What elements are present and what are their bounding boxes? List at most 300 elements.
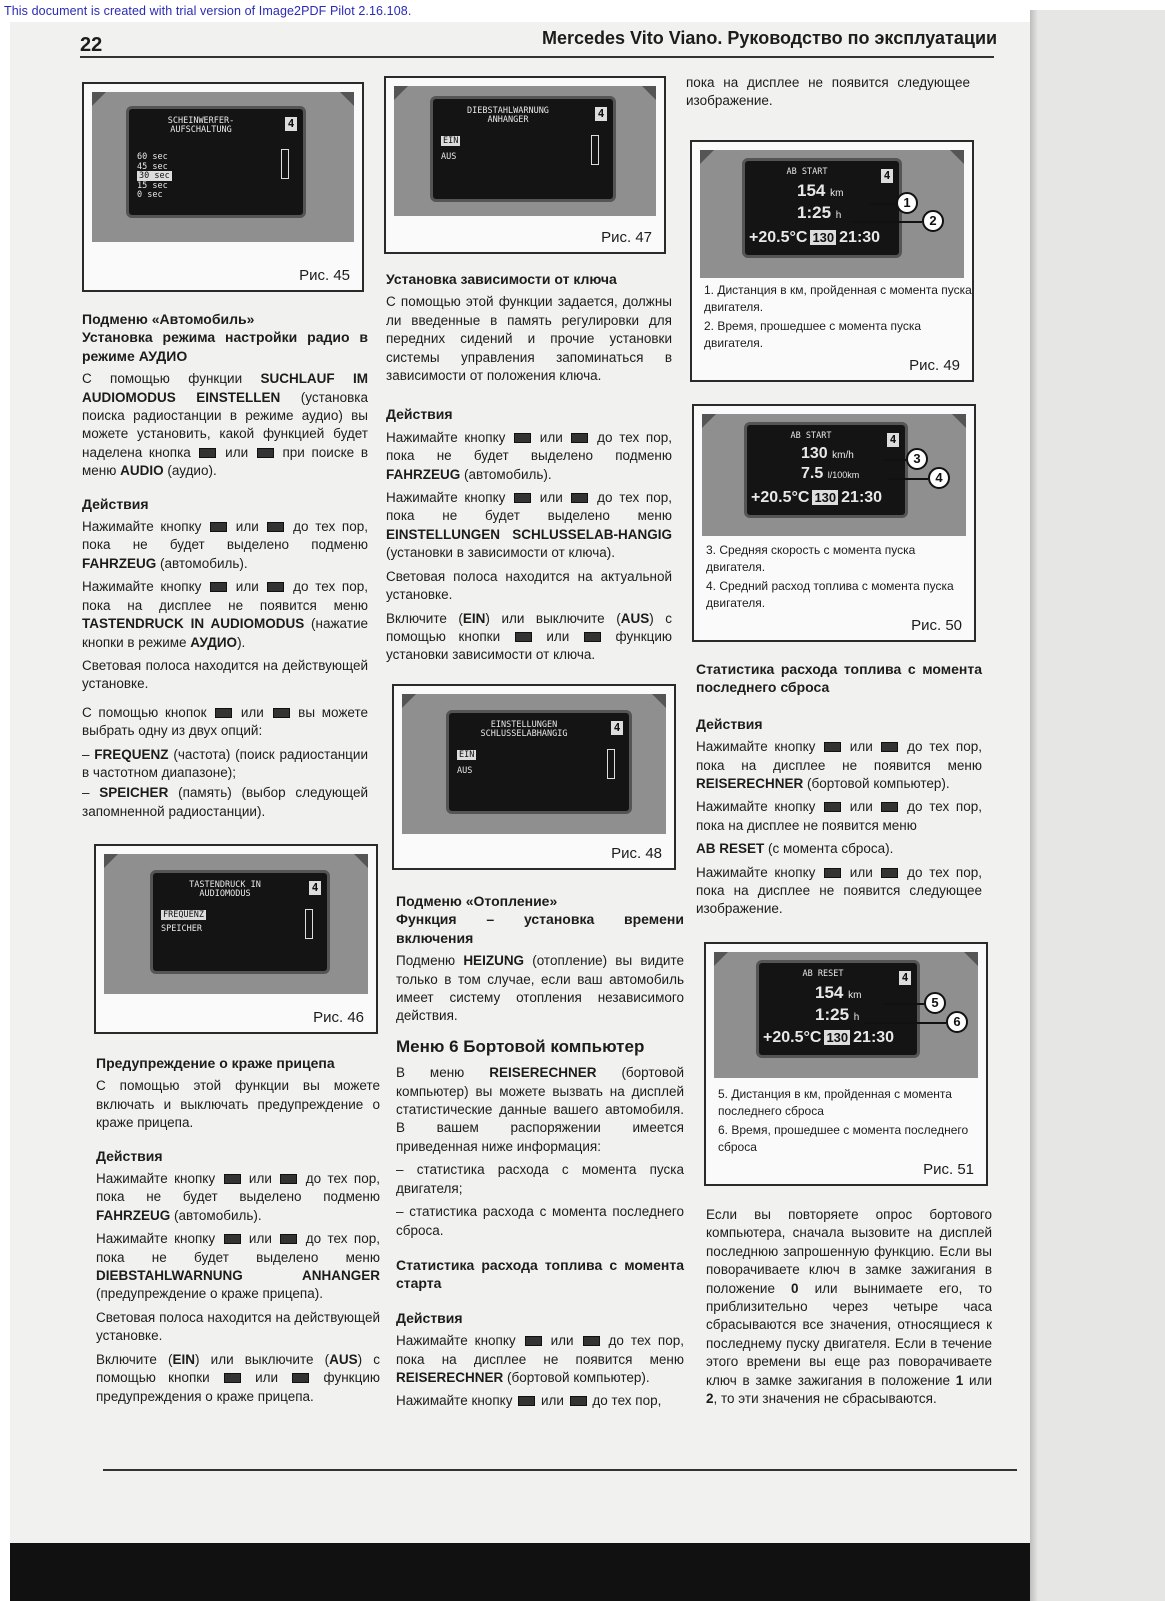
minus-button-icon (292, 1373, 309, 1383)
section-heading: Действия (396, 1309, 463, 1326)
text-bold: 0 (791, 1280, 799, 1296)
text-bold: FAHRZEUG (82, 555, 157, 571)
paragraph (96, 1230, 380, 1304)
option-item: 60 sec (137, 152, 168, 162)
trial-notice: This document is created with trial version of Image2PDF Pilot 2.16.108. (4, 4, 412, 18)
paragraph: Световая полоса находится на актуальной установке. (386, 568, 672, 603)
text: В меню (396, 1065, 490, 1081)
text: Функция (396, 911, 457, 928)
paragraph (82, 704, 368, 741)
text-bold: SUCHLAUF IM AUDIOMODUS EINSTELLEN (82, 371, 368, 405)
text: (автомобиль). (460, 466, 552, 482)
scrollbar (607, 749, 615, 779)
column-1-upper (82, 310, 368, 826)
screen-title: AB START (786, 167, 828, 177)
text: функцию установки зависимости от ключа. (386, 628, 672, 663)
corner-mark (642, 86, 656, 100)
paragraph: Световая полоса находится на действующей установке. (96, 1309, 380, 1344)
page-4-indicator: 4 (887, 433, 899, 447)
option-list (137, 153, 172, 201)
callout-marker: 1 (896, 192, 918, 214)
value: 1:25 (815, 1005, 850, 1024)
scroll-down-button-icon (583, 1336, 600, 1346)
callout-marker: 3 (906, 448, 928, 470)
avg-speed-readout (801, 445, 854, 463)
page-4-indicator: 4 (595, 107, 607, 121)
column-3-bottom (706, 1206, 992, 1413)
text: (отопление) вы видите только в том случае, если ваш автомобиль имеет систему отопления независимого действия. (396, 953, 684, 1024)
time-readout (797, 203, 841, 223)
unit: h (853, 1012, 860, 1023)
trip-computer-screen (756, 960, 920, 1058)
text: или (242, 1171, 279, 1187)
paragraph (82, 370, 368, 480)
screen-title: SCHEINWERFER- AUFSCHALTUNG (167, 116, 235, 135)
text: Нажимайте кнопку (696, 739, 823, 755)
corner-mark (354, 854, 368, 868)
option-item: AUS (441, 151, 457, 162)
text: или (533, 490, 570, 506)
figure-caption: Рис. 51 (923, 1161, 974, 1178)
text: или (843, 739, 880, 755)
figure-photo (394, 86, 656, 216)
figure-notes (704, 282, 972, 354)
trip-computer-screen (744, 422, 908, 518)
figure-46 (94, 844, 378, 1034)
scroll-down-button-icon (571, 493, 588, 503)
value: 130 (801, 445, 828, 462)
text: или (229, 579, 266, 595)
unit: km (848, 990, 862, 1001)
minus-button-icon (584, 632, 601, 642)
text: или (234, 704, 271, 720)
avg-consumption-readout (801, 465, 859, 483)
text: до тех пор, пока на дисплее не появится меню (696, 799, 982, 833)
status-line (751, 489, 882, 507)
text: Если вы повторяете опрос бортового компьютера, сначала вызовите на дисплей последнюю запрошенную функцию. Если вы поворачиваете ключ в замке зажигания в положение (706, 1207, 992, 1296)
text: или (242, 1370, 291, 1386)
unit: km/h (832, 450, 854, 461)
option-item: 0 sec (137, 190, 163, 200)
corner-mark (394, 86, 408, 100)
paragraph (96, 1170, 380, 1225)
column-2-upper (386, 270, 672, 670)
callout-line (882, 1003, 924, 1005)
text: ). (237, 634, 246, 650)
plus-button-icon (514, 433, 531, 443)
figure-photo (714, 952, 978, 1078)
scroll-down-button-icon (881, 742, 898, 752)
option-list (161, 911, 206, 934)
text: (нажатие кнопки в режиме (82, 616, 368, 650)
figure-caption: Рис. 46 (313, 1009, 364, 1026)
header-rule (80, 56, 994, 58)
option-item (441, 137, 460, 147)
text: до тех пор, пока не будет выделено подменю (96, 1171, 380, 1205)
column-3-middle (696, 660, 982, 924)
option-list (457, 751, 476, 776)
status-line (749, 229, 880, 247)
callout-marker: 6 (946, 1011, 968, 1033)
text: Нажимайте кнопку (696, 799, 823, 815)
figure-caption: Рис. 49 (909, 357, 960, 374)
section-heading: Установка зависимости от ключа (386, 271, 617, 287)
text-bold: AUS (329, 1351, 358, 1367)
paragraph (396, 952, 684, 1026)
plus-button-icon (824, 868, 841, 878)
paragraph: Световая полоса находится на действующей установке. (82, 657, 368, 692)
column-2-lower (396, 892, 684, 1416)
corner-mark (652, 694, 666, 708)
list-item (82, 784, 368, 821)
scroll-up-button-icon (525, 1336, 542, 1346)
text: или (218, 444, 255, 460)
figure-photo (402, 694, 666, 834)
scroll-up-button-icon (224, 1234, 241, 1244)
callout-marker: 2 (922, 210, 944, 232)
option-list (441, 137, 460, 162)
text: до тех пор, пока на дисплее не появится меню (396, 1333, 684, 1367)
text-bold: DIEBSTAHLWARNUNG ANHANGER (96, 1268, 380, 1284)
speed-limit-box: 130 (826, 1030, 849, 1045)
text: до тех пор, пока на дисплее не появится меню (82, 579, 368, 613)
value: 7.5 (801, 465, 824, 482)
display-screen (446, 710, 632, 814)
scroll-up-button-icon (210, 522, 227, 532)
text: или (533, 628, 582, 644)
minus-button-icon (267, 582, 284, 592)
section-heading: Действия (96, 1147, 163, 1164)
paragraph (386, 610, 672, 665)
text: С помощью кнопок (82, 704, 214, 720)
status-line (763, 1029, 894, 1047)
callout-line (850, 221, 922, 223)
minus-button-icon (280, 1174, 297, 1184)
text: – (82, 746, 95, 762)
text: функцию предупреждения о краже прицепа. (96, 1370, 380, 1404)
chapter-heading: Меню 6 Бортовой компьютер (396, 1036, 645, 1056)
text: Нажимайте кнопку (386, 429, 513, 445)
text: (установки в зависимости от ключа). (386, 545, 616, 561)
figure-51 (704, 942, 988, 1186)
text: или (543, 1333, 581, 1349)
screen-title: AB RESET (802, 969, 844, 979)
corner-mark (104, 854, 118, 868)
corner-mark (714, 952, 728, 966)
text: до тех пор, пока не будет выделено подменю (82, 519, 368, 553)
text: Нажимайте кнопку (396, 1333, 523, 1349)
page-4-indicator: 4 (285, 117, 297, 131)
text: (автомобиль). (170, 1207, 262, 1223)
plus-button-icon (518, 1396, 535, 1406)
corner-mark (340, 92, 354, 106)
section-heading: Статистика расхода топлива с момента старта (396, 1256, 684, 1292)
corner-mark (950, 150, 964, 164)
text-bold: АУДИО (190, 634, 238, 650)
paragraph (396, 1332, 684, 1387)
figure-49 (690, 140, 974, 382)
figure-caption: Рис. 48 (611, 845, 662, 862)
section-heading: Действия (386, 406, 453, 423)
text-bold: AUDIO (120, 463, 164, 479)
option-item (457, 751, 476, 761)
paragraph (696, 840, 982, 858)
figure-45 (82, 82, 364, 292)
section-heading: Действия (696, 715, 763, 732)
section-heading (396, 910, 684, 947)
text: (частота) (поиск радиостанции в частотном диапазоне); (82, 746, 368, 780)
figure-caption: Рис. 45 (299, 267, 350, 284)
paragraph (396, 1392, 684, 1410)
paragraph (386, 489, 672, 563)
text: (память) (выбор следующей запомненной радиостанции). (82, 785, 368, 819)
figure-48 (392, 684, 676, 870)
figure-50 (692, 404, 976, 642)
figure-caption: Рис. 47 (601, 229, 652, 246)
figure-notes (718, 1086, 986, 1158)
trip-computer-screen (742, 158, 902, 258)
paragraph: С помощью этой функции задается, должны ли введенные в память регулировки для передних сидений и прочие установки системы управления запоминаться в зависимости от положения ключа. (386, 294, 672, 384)
figure-47 (384, 76, 666, 254)
figure-photo (92, 92, 354, 242)
text: или (963, 1372, 992, 1388)
text: до тех пор, пока не будет выделено подменю (386, 429, 672, 464)
callout-line (870, 203, 896, 205)
note-item: 3. Средняя скорость с момента пуска двигателя. (706, 543, 916, 574)
text-bold: TASTENDRUCK IN AUDIOMODUS (82, 616, 305, 632)
text: до тех пор, пока не будет выделено меню (386, 490, 672, 524)
note-item: 1. Дистанция в км, пройденная с момента пуска двигателя. (704, 283, 972, 314)
scroll-down-button-icon (280, 1234, 297, 1244)
figure-photo (700, 150, 964, 278)
text: Нажимайте кнопку (696, 864, 823, 880)
display-screen (430, 96, 616, 202)
text: Нажимайте кнопку (82, 579, 209, 595)
text: или (533, 429, 570, 445)
clock: 21:30 (841, 489, 883, 506)
text: (бортовой компьютер). (803, 776, 950, 792)
text: , то эти значения не сбрасываются. (713, 1391, 937, 1407)
text-bold: FAHRZEUG (96, 1207, 171, 1223)
screen-title: DIEBSTAHLWARNUNG ANHANGER (467, 106, 549, 125)
list-item (82, 746, 368, 783)
text: Включите ( (386, 610, 463, 626)
paragraph (696, 864, 982, 919)
column-3-top (686, 74, 970, 116)
time-readout (815, 1005, 859, 1025)
scrollbar (281, 149, 289, 179)
next-page-gutter (1030, 10, 1165, 1601)
figure-photo (104, 854, 368, 994)
section-heading: Подменю «Автомобиль» (82, 311, 255, 327)
value: 154 (797, 181, 826, 200)
section-heading: Подменю «Отопление» (396, 893, 558, 909)
temperature: +20.5°C (749, 229, 808, 246)
temperature: +20.5°C (763, 1029, 822, 1046)
text: ) или выключите ( (195, 1351, 330, 1367)
text: или (537, 1393, 568, 1409)
display-screen (150, 870, 330, 974)
selected-option: EIN (459, 750, 475, 760)
minus-button-icon (570, 1396, 587, 1406)
corner-mark (702, 414, 716, 428)
clock: 21:30 (853, 1029, 895, 1046)
corner-mark (700, 150, 714, 164)
text: (предупреждение о краже прицепа). (96, 1286, 323, 1302)
text: или вынимаете его, то приблизительно через четыре часа сбрасываются все значения, относящиеся к последнему пуску двигателя. Если в течение этого времени вы еще раз поворачиваете ключ в замке зажигания в положение (706, 1280, 993, 1388)
text: ) с помощью кнопки (386, 610, 672, 644)
scroll-down-button-icon (267, 522, 284, 532)
callout-marker: 4 (928, 467, 950, 489)
scroll-up-button-icon (514, 493, 531, 503)
note-item: 4. Средний расход топлива с момента пуска двигателя. (706, 579, 954, 610)
column-1-lower (96, 1054, 380, 1411)
page-number: 22 (80, 34, 103, 56)
paragraph (386, 429, 672, 484)
option-item: SPEICHER (161, 923, 202, 934)
scrollbar (591, 135, 599, 165)
unit: km (830, 188, 844, 199)
option-item: 15 sec (137, 180, 168, 191)
text: (установка поиска радиостанции в режиме аудио) вы можете установить, какой функцией будет наделена кнопка (82, 389, 368, 460)
text-bold: 1 (955, 1372, 964, 1388)
figure-photo (702, 414, 966, 536)
unit: l/100km (827, 470, 860, 480)
page-fold-shadow (1030, 10, 1038, 1601)
page-4-indicator: 4 (899, 971, 911, 985)
paragraph (696, 738, 982, 793)
plus-button-icon (515, 632, 532, 642)
figure-caption: Рис. 50 (911, 617, 962, 634)
unit: h (835, 210, 842, 221)
plus-button-icon (224, 1174, 241, 1184)
clock: 21:30 (839, 229, 881, 246)
callout-line (864, 1022, 946, 1024)
callout-marker: 5 (924, 992, 946, 1014)
text: вы можете выбрать одну из двух опций: (82, 704, 368, 739)
text: или (843, 864, 880, 880)
text-bold: EIN (462, 610, 486, 626)
paragraph (696, 798, 982, 835)
text-bold: FAHRZEUG (386, 466, 461, 482)
list-item: – статистика расхода с момента пуска двигателя; (396, 1162, 684, 1196)
option-item: 45 sec (137, 161, 168, 172)
running-title: Mercedes Vito Viano. Руководство по эксплуатации (542, 28, 998, 48)
scrollbar (305, 909, 313, 939)
note-item: 6. Время, прошедшее с момента последнего сброса (718, 1123, 969, 1154)
screen-title: EINSTELLUNGEN SCHLUSSELABHANGIG (480, 720, 568, 739)
text: (аудио). (163, 463, 217, 479)
temperature: +20.5°C (751, 489, 810, 506)
corner-mark (964, 952, 978, 966)
section-heading: Действия (82, 495, 149, 512)
scroll-down-button-icon (257, 448, 274, 458)
text: до тех пор, пока не будет выделено меню (96, 1231, 380, 1265)
text: ) или выключите ( (485, 610, 621, 626)
paragraph (706, 1206, 992, 1408)
text: Подменю (396, 953, 464, 969)
screen-title: TASTENDRUCK IN AUDIOMODUS (189, 880, 261, 899)
page-4-indicator: 4 (611, 721, 623, 735)
text-bold: FREQUENZ (94, 746, 169, 762)
note-item: 5. Дистанция в км, пройденная с момента последнего сброса (718, 1087, 952, 1118)
text: до тех пор, пока на дисплее не появится следующее изображение. (696, 864, 982, 917)
text: – установка времени включения (396, 911, 684, 946)
text: или (229, 519, 266, 535)
plus-button-icon (210, 582, 227, 592)
callout-line (882, 459, 906, 461)
plus-button-icon (215, 708, 232, 718)
text-bold: AB RESET (696, 841, 765, 857)
text: (бортовой компьютер). (503, 1369, 650, 1385)
text-bold: 2 (706, 1391, 714, 1407)
text: Нажимайте кнопку (82, 519, 209, 535)
text: Нажимайте кнопку (96, 1231, 222, 1247)
page-4-indicator: 4 (881, 169, 893, 183)
text-bold: EINSTELLUNGEN SCHLUSSELAB-HANGIG (386, 526, 672, 542)
text-bold: HEIZUNG (463, 953, 525, 969)
figure-notes (706, 542, 974, 614)
option-item (161, 911, 206, 921)
note-item: 2. Время, прошедшее с момента пуска двигателя. (704, 319, 922, 350)
display-screen (126, 106, 306, 218)
text: или (242, 1231, 279, 1247)
text: (с момента сброса). (764, 841, 894, 857)
text: Включите ( (96, 1351, 173, 1367)
paragraph (96, 1351, 380, 1406)
plus-button-icon (824, 802, 841, 812)
text: Нажимайте кнопку (96, 1171, 222, 1187)
text-bold: REISERECHNER (696, 776, 804, 792)
option-item: AUS (457, 765, 473, 776)
text: (бортовой компьютер) вы можете вызвать на дисплей статистические данные вашего автомобиля. В вашем распоряжении имеется приведенная ниже информация: (396, 1065, 684, 1154)
minus-button-icon (881, 802, 898, 812)
scan-bottom-border (10, 1543, 1030, 1601)
corner-mark (92, 92, 106, 106)
text-bold: REISERECHNER (489, 1065, 597, 1081)
text: (автомобиль). (156, 555, 248, 571)
footer-rule (103, 1469, 1017, 1471)
scroll-up-button-icon (199, 448, 216, 458)
distance-readout (797, 181, 843, 201)
minus-button-icon (273, 708, 290, 718)
value: 154 (815, 983, 844, 1002)
section-heading: Предупреждение о краже прицепа (96, 1055, 335, 1071)
selected-option: EIN (443, 136, 459, 146)
section-heading: Установка режима настройки радио в режиме АУДИО (82, 329, 368, 364)
text: или (843, 799, 880, 815)
text-bold: EIN (172, 1351, 196, 1367)
section-heading: Статистика расхода топлива с момента последнего сброса (696, 661, 982, 696)
paragraph: пока на дисплее не появится следующее изображение. (686, 75, 970, 109)
speed-limit-box: 130 (812, 230, 835, 245)
screen-title: AB START (790, 431, 832, 441)
text: до тех пор, пока на дисплее не появится меню (696, 739, 982, 773)
paragraph: С помощью этой функции вы можете включать и выключать предупреждение о краже прицепа. (96, 1078, 380, 1131)
text: при поиске в меню (82, 444, 368, 479)
plus-button-icon (224, 1373, 241, 1383)
text-bold: SPEICHER (99, 785, 169, 801)
scroll-up-button-icon (824, 742, 841, 752)
selected-option: 30 sec (139, 171, 170, 181)
text-bold: REISERECHNER (396, 1369, 504, 1385)
text: Нажимайте кнопку (396, 1393, 517, 1409)
minus-button-icon (571, 433, 588, 443)
speed-limit-box: 130 (814, 490, 837, 505)
list-item: – статистика расхода с момента последнего сброса. (396, 1204, 684, 1238)
text-bold: AUS (620, 610, 650, 626)
paragraph (82, 578, 368, 652)
